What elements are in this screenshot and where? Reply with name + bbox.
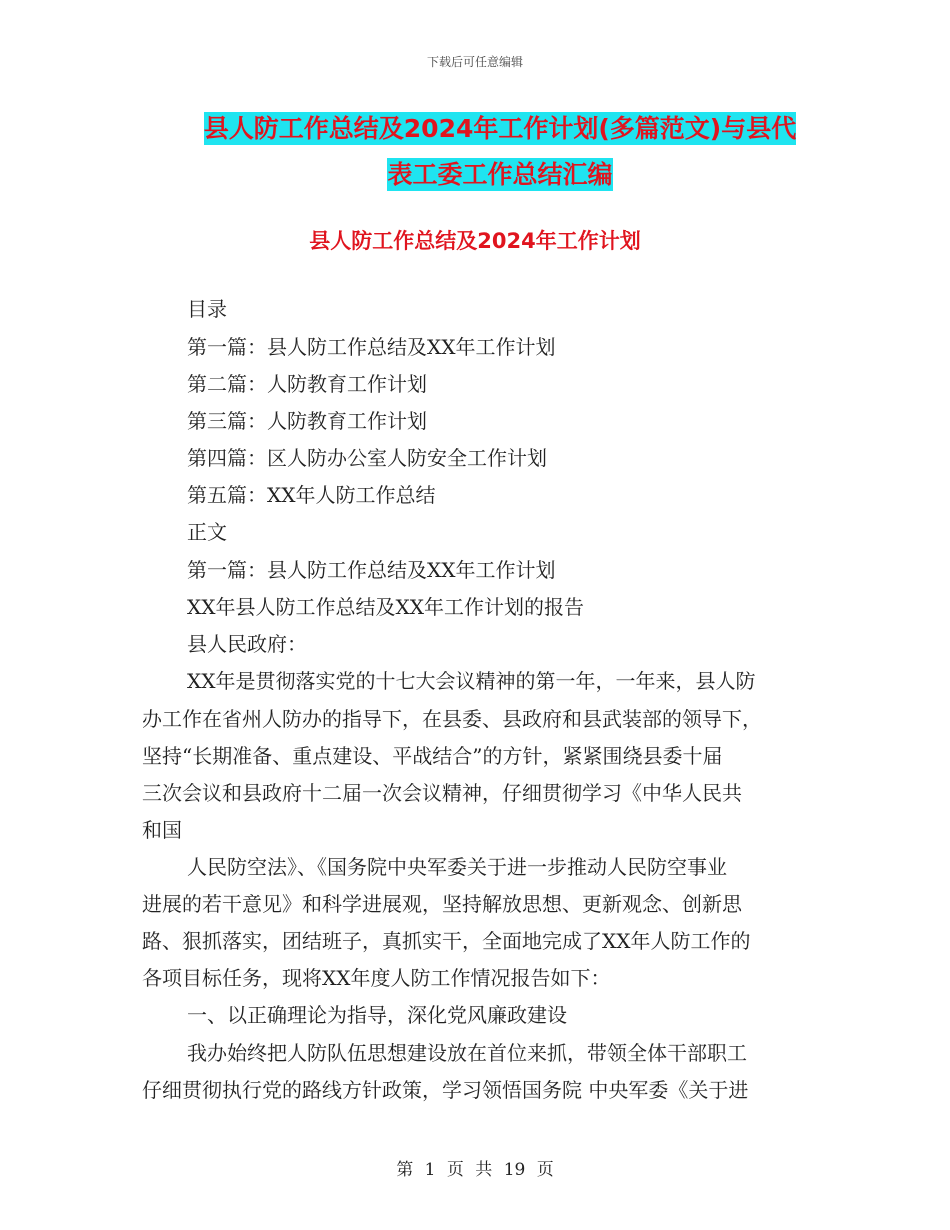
paragraph-line: 各项目标任务，现将XX年度人防工作情况报告如下：: [142, 966, 611, 990]
document-title-line-2: [160, 162, 840, 187]
toc-item: 第五篇：XX年人防工作总结: [187, 483, 436, 507]
title-line-2-text: 表工委工作总结汇编: [387, 160, 613, 189]
paragraph-line: 人民防空法》、《国务院中央军委关于进一步推动人民防空事业: [187, 855, 727, 879]
toc-item: 第三篇：人防教育工作计划: [187, 409, 427, 433]
chapter-title: 第一篇：县人防工作总结及XX年工作计划: [187, 558, 556, 582]
toc-item: 第二篇：人防教育工作计划: [187, 372, 427, 396]
toc-item: 第四篇：区人防办公室人防安全工作计划: [187, 446, 547, 470]
toc-item: 第一篇：县人防工作总结及XX年工作计划: [187, 335, 556, 359]
title-line-1-text: 县人防工作总结及2024年工作计划(多篇范文)与县代: [203, 114, 797, 143]
paragraph-line: XX年是贯彻落实党的十七大会议精神的第一年，一年来，县人防: [187, 669, 756, 693]
toc-heading: 目录: [187, 297, 227, 321]
report-title: XX年县人防工作总结及XX年工作计划的报告: [187, 595, 584, 619]
paragraph-line: 我办始终把人防队伍思想建设放在首位来抓，带领全体干部职工: [187, 1041, 747, 1065]
paragraph-line: 路、狠抓落实，团结班子，真抓实干，全面地完成了XX年人防工作的: [142, 929, 751, 953]
paragraph-line: 进展的若干意见》和科学进展观，坚持解放思想、更新观念、创新思: [142, 892, 742, 916]
section-heading: 一、以正确理论为指导，深化党风廉政建设: [187, 1003, 567, 1027]
paragraph-line: 办工作在省州人防办的指导下，在县委、县政府和县武装部的领导下，: [142, 707, 762, 731]
page-footer: 第 1 页 共 19 页: [396, 1160, 554, 1180]
salutation: 县人民政府：: [187, 632, 307, 656]
paragraph-line: 坚持“长期准备、重点建设、平战结合”的方针，紧紧围绕县委十届: [142, 744, 723, 768]
paragraph-line: 三次会议和县政府十二届一次会议精神，仔细贯彻学习《中华人民共: [142, 781, 742, 805]
paragraph-line: 仔细贯彻执行党的路线方针政策，学习领悟国务院 中央军委《关于进: [142, 1078, 749, 1102]
paragraph-line: 和国: [142, 818, 182, 842]
section-subtitle: 县人防工作总结及2024年工作计划: [309, 229, 641, 253]
header-note: 下载后可任意编辑: [426, 55, 523, 69]
body-heading: 正文: [187, 520, 227, 544]
document-title-line-1: [160, 116, 840, 141]
